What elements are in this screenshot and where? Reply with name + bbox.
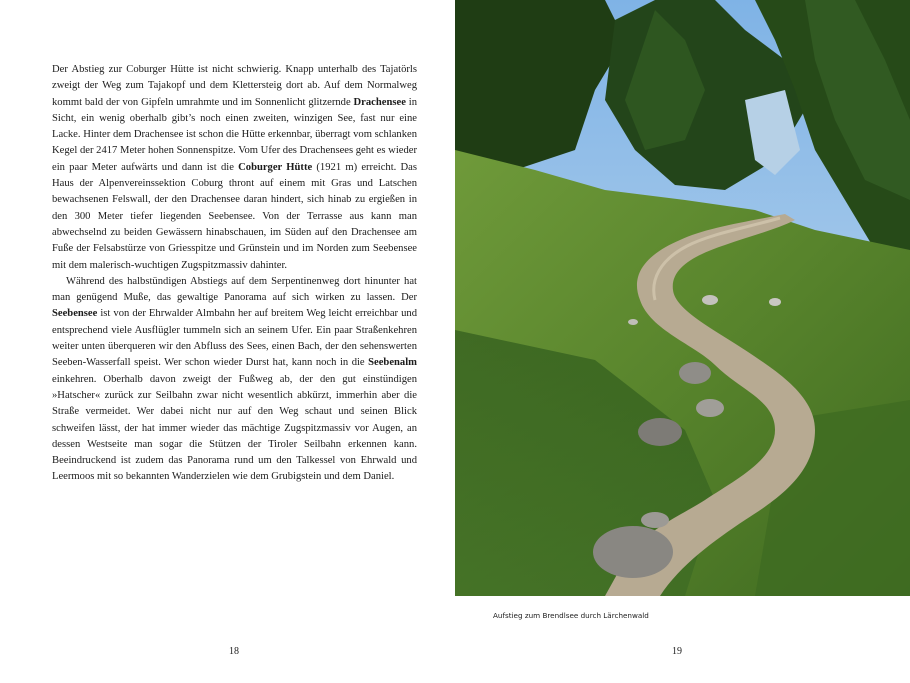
paragraph-2	[52, 274, 417, 486]
text-run: einkehren. Oberhalb davon zweigt der Fußweg ab, der den gut einstündigen »Hatscher« zurück zur Seilbahn zwar nicht wesentlich abkürzt, immerhin aber die Straße vermeidet. Wer dabei nicht nur auf den Weg schaut und seinen Blick schweifen lässt, der hat immer wieder das mächtige Zugspitzmassiv vor Augen, an dessen Westseite man sogar die Stützen der Tiroler Seilbahn erkennen kann. Beeindruckend ist zudem das Panorama rund um den Talkessel von Ehrwald und Leermoos mit so bekannten Wanderzielen wie dem Grubigstein und dem Daniel.	[52, 373, 417, 483]
paragraph-1	[52, 62, 417, 274]
text-run: (1921 m) erreicht. Das Haus der Alpenvereinssektion Coburg thront auf einem mit Gras und Latschen bewachsenen Felswall, der den Drachensee daran hindert, sich hinab zu ergießen in den 300 Meter tiefer liegenden Seebensee. Von der Terrasse aus kann man abwechselnd zu beiden Gewässern hinabschauen, im Süden auf den Drachensee am Fuße der Felsabstürze von Griesspitze und Grünstein und im Norden zum Seebensee mit dem malerisch-wuchtigen Zugspitzmassiv dahinter.	[52, 161, 418, 271]
bold-term: Seebensee	[52, 308, 98, 320]
right-page	[455, 0, 910, 683]
text-run: ist von der Ehrwalder Almbahn her auf breitem Weg leicht erreichbar und entsprechend viele Ausflügler tummeln sich an seinem Ufer. Ein paar Straßenkehren weiter unten überqueren wir den Abfluss des Sees, einen Bach, der den sehenswerten Seeben-Wasserfall speist. Wer schon wieder Durst hat, kann noch in die	[52, 308, 417, 369]
bold-term: Drachensee	[353, 96, 406, 108]
trail-photo	[455, 0, 910, 596]
page-number-right: 19	[672, 646, 682, 657]
text-run: in Sicht, ein wenig oberhalb gibt’s noch einen zweiten, winzigen See, fast nur eine Lacke. Hinter dem Drachensee ist schon die Hütte erkennbar, überragt vom schlanken Kegel der 2417 Meter hohen Sonnenspitze. Vom Ufer des Drachensees geht es wieder ein paar Meter aufwärts und dann ist die	[52, 96, 417, 173]
page-number-left: 18	[229, 646, 239, 657]
photo-caption: Aufstieg zum Brendlsee durch Lärchenwald	[493, 611, 649, 620]
bold-term: Seebenalm	[368, 357, 417, 369]
text-run: Während des halbstündigen Abstiegs auf dem Serpentinenweg dort hinunter hat man genügend Muße, das gewaltige Panorama auf sich wirken zu lassen. Der	[52, 275, 417, 304]
text-run: Der Abstieg zur Coburger Hütte ist nicht schwierig. Knapp unterhalb des Tajatörls zweigt der Weg zum Tajakopf und dem Klettersteig dort ab. Auf dem Normalweg kommt bald der von Gipfeln umrahmte und im Sonnenlicht glitzernde	[52, 64, 417, 108]
body-text	[52, 62, 417, 486]
bold-term: Coburger Hütte	[238, 161, 313, 173]
